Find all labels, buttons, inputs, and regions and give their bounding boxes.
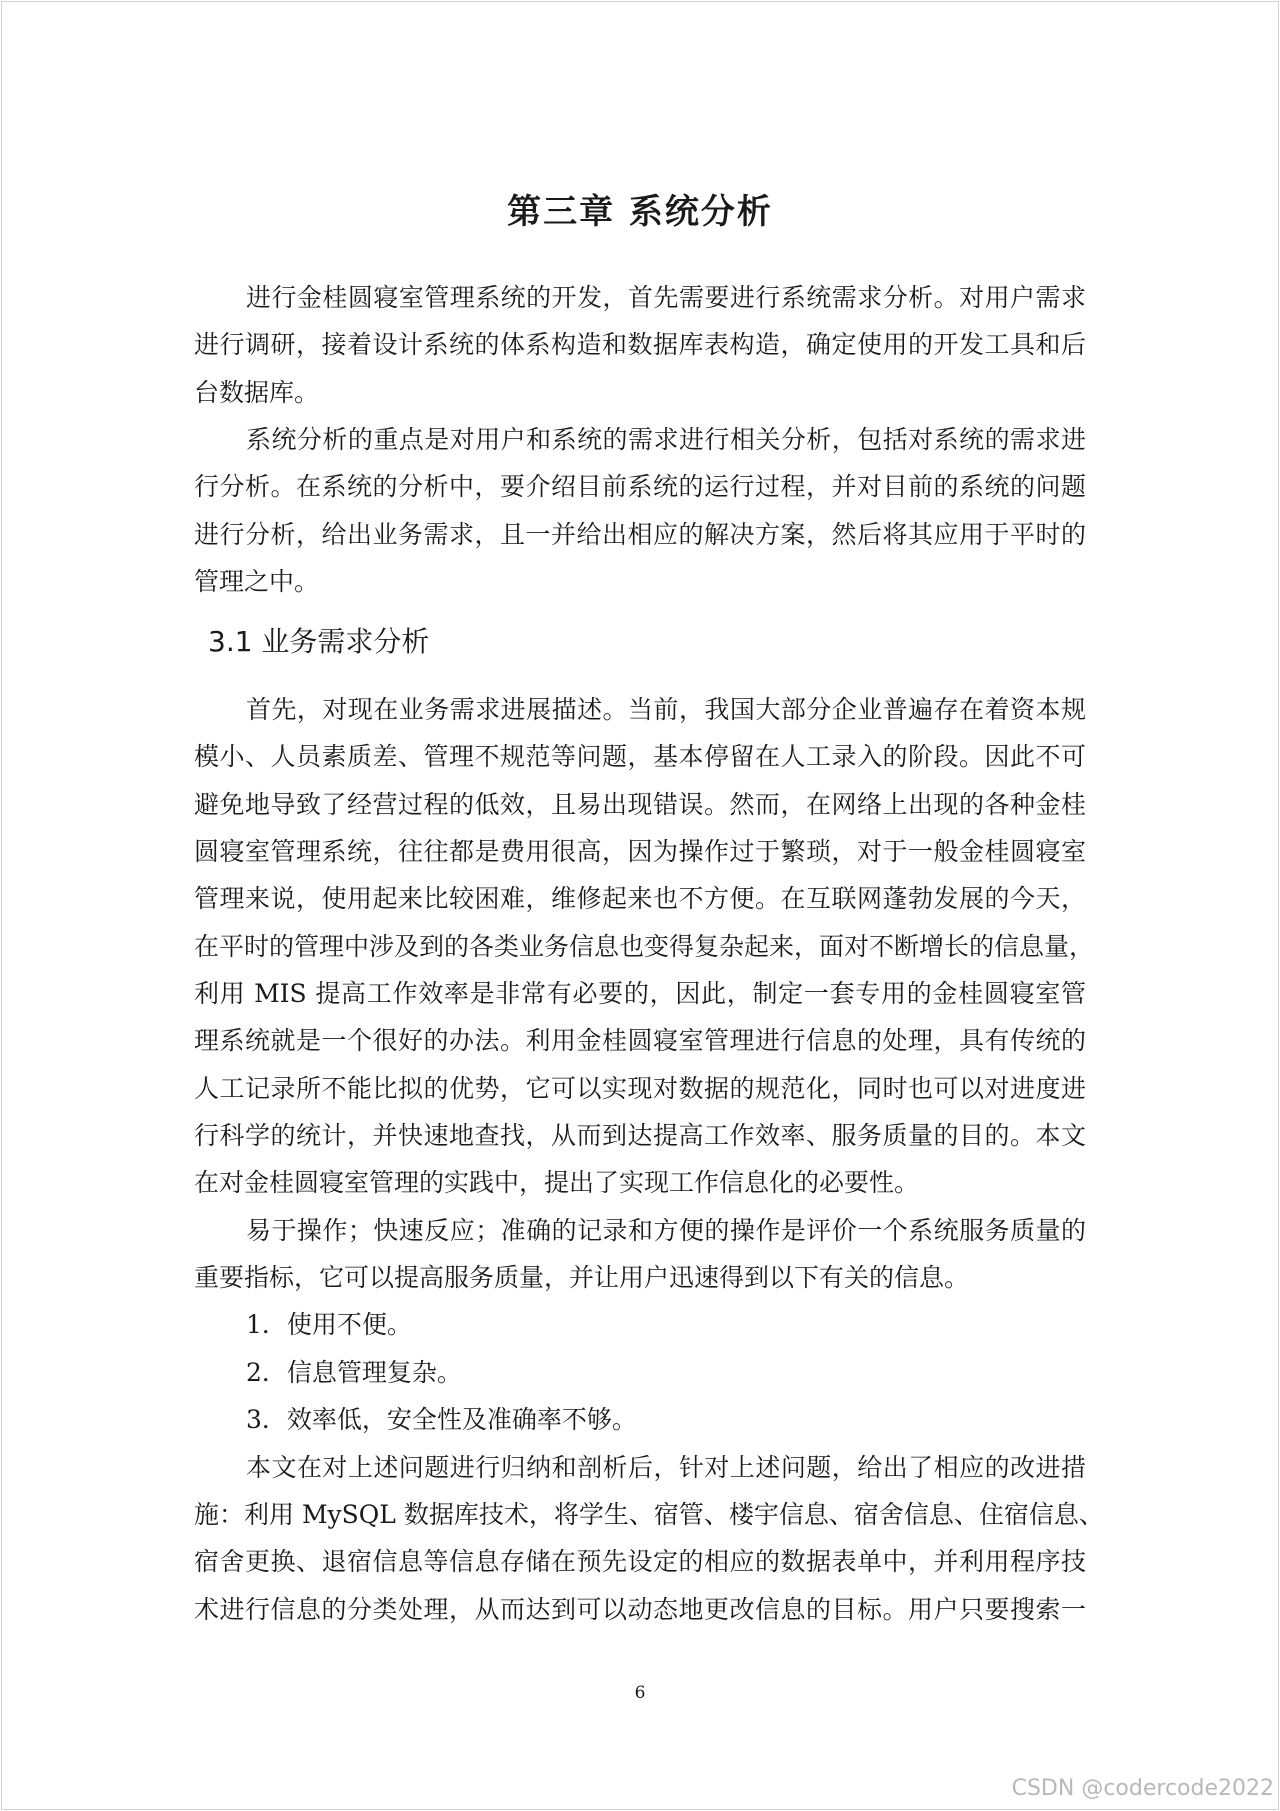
- text-line: 圆寝室管理系统，往往都是费用很高，因为操作过于繁琐，对于一般金桂圆寝室: [194, 837, 1086, 867]
- list-item: 3．效率低，安全性及准确率不够。: [246, 1405, 637, 1435]
- text-line: 进行调研，接着设计系统的体系构造和数据库表构造，确定使用的开发工具和后: [194, 330, 1086, 360]
- intro-paragraphs: [194, 274, 1086, 605]
- text-line: 首先，对现在业务需求进展描述。当前，我国大部分企业普遍存在着资本规: [246, 695, 1086, 724]
- text-line: 进行金桂圆寝室管理系统的开发，首先需要进行系统需求分析。对用户需求: [246, 283, 1086, 312]
- text-line: 在对金桂圆寝室管理的实践中，提出了实现工作信息化的必要性。: [194, 1168, 920, 1198]
- list-item: 1．使用不便。: [246, 1310, 412, 1340]
- text-line: 台数据库。: [194, 377, 320, 407]
- text-line: 系统分析的重点是对用户和系统的需求进行相关分析，包括对系统的需求进: [246, 425, 1086, 455]
- text-line: 避免地导致了经营过程的低效，且易出现错误。然而，在网络上出现的各种金桂: [194, 789, 1086, 819]
- text-line: 术进行信息的分类处理，从而达到可以动态地更改信息的目标。用户只要搜索一: [194, 1594, 1086, 1624]
- text-line: 模小、人员素质差、管理不规范等问题，基本停留在人工录入的阶段。因此不可: [194, 742, 1086, 772]
- text-line: 本文在对上述问题进行归纳和剖析后，针对上述问题，给出了相应的改进措: [246, 1452, 1086, 1482]
- text-line: 宿舍更换、退宿信息等信息存储在预先设定的相应的数据表单中，并利用程序技: [194, 1547, 1086, 1577]
- text-line: 在平时的管理中涉及到的各类业务信息也变得复杂起来，面对不断增长的信息量，: [194, 931, 1095, 961]
- text-line: 人工记录所不能比拟的优势，它可以实现对数据的规范化，同时也可以对进度进: [194, 1073, 1086, 1103]
- list-item: 2．信息管理复杂。: [246, 1357, 462, 1387]
- text-line: 理系统就是一个很好的办法。利用金桂圆寝室管理进行信息的处理，具有传统的: [194, 1026, 1086, 1056]
- text-line: 行分析。在系统的分析中，要介绍目前系统的运行过程，并对目前的系统的问题: [194, 472, 1086, 502]
- text-line: 施：利用 MySQL 数据库技术，将学生、宿管、楼宇信息、宿舍信息、住宿信息、: [194, 1499, 1104, 1529]
- section-heading: 3.1 业务需求分析: [208, 625, 430, 658]
- section-body: [194, 686, 1104, 1633]
- chapter-title: 第三章 系统分析: [507, 192, 773, 232]
- text-line: 易于操作；快速反应；准确的记录和方便的操作是评价一个系统服务质量的: [246, 1215, 1086, 1245]
- text-line: 利用 MIS 提高工作效率是非常有必要的，因此，制定一套专用的金桂圆寝室管: [194, 979, 1086, 1009]
- text-line: 行科学的统计，并快速地查找，从而到达提高工作效率、服务质量的目的。本文: [194, 1121, 1086, 1151]
- text-line: 管理之中。: [194, 567, 320, 597]
- text-line: 管理来说，使用起来比较困难，维修起来也不方便。在互联网蓬勃发展的今天，: [194, 884, 1086, 914]
- page-number: 6: [634, 1683, 646, 1703]
- watermark: CSDN @codercode2022: [1011, 1776, 1274, 1801]
- text-line: 重要指标，它可以提高服务质量，并让用户迅速得到以下有关的信息。: [194, 1263, 970, 1293]
- text-line: 进行分析，给出业务需求，且一并给出相应的解决方案，然后将其应用于平时的: [194, 519, 1086, 549]
